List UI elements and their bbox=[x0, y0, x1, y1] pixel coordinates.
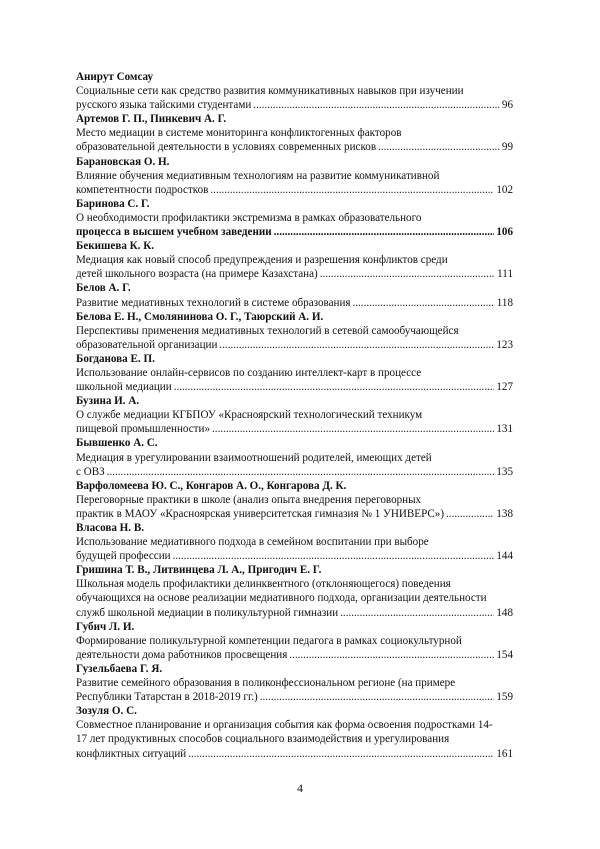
toc-dot-leader bbox=[253, 98, 500, 112]
toc-entry bbox=[76, 479, 513, 521]
toc-entry-last-line bbox=[76, 648, 513, 662]
toc-entry-title-line: Использование медиативного подхода в семейном воспитании при выборе bbox=[76, 536, 429, 549]
toc-entry-author: Бузина И. А. bbox=[76, 395, 140, 408]
toc-entry-last-line bbox=[76, 296, 513, 310]
toc-entry bbox=[76, 112, 513, 154]
toc-entry-author: Белова Е. Н., Смолянинова О. Г., Таюрский А. И. bbox=[76, 310, 324, 323]
toc-entry-title-end: практик в МАОУ «Красноярская университетская гимназия № 1 УНИВЕРС») bbox=[76, 507, 445, 520]
page-number: 4 bbox=[297, 781, 303, 795]
toc-entry-page: 154 bbox=[496, 648, 513, 661]
toc-entry-title-end: школьной медиации bbox=[76, 381, 172, 394]
toc-entry bbox=[76, 563, 513, 619]
toc-entry-author: Бывшенко А. С. bbox=[76, 437, 158, 450]
toc-dot-leader bbox=[173, 549, 495, 563]
toc-entry-last-line bbox=[76, 267, 513, 281]
toc-entry-title-line: Перспективы применения медиативных технологий в сетевой самообучающейся bbox=[76, 324, 459, 337]
toc-entry bbox=[76, 394, 513, 436]
toc-entry-title-line: Место медиации в системе мониторинга конфликтогенных факторов bbox=[76, 127, 402, 140]
toc-entry-title-end: с ОВЗ bbox=[76, 465, 105, 478]
toc-entry-title-end: процесса в высшем учебном заведении bbox=[76, 226, 272, 239]
toc-entry bbox=[76, 155, 513, 197]
toc-entry bbox=[76, 662, 513, 704]
toc-dot-leader bbox=[274, 225, 495, 239]
toc-entry-author: Артемов Г. П., Пинкевич А. Г. bbox=[76, 113, 227, 126]
toc-entry-title-line: Медиация в урегулировании взаимоотношений родителей, имеющих детей bbox=[76, 451, 432, 464]
toc-entry-author: Гришина Т. В., Литвинцева Л. А., Пригодич Е. Г. bbox=[76, 564, 322, 577]
toc-entry bbox=[76, 352, 513, 394]
toc-dot-leader bbox=[107, 465, 495, 479]
toc-entry-title-end: русского языка тайскими студентами bbox=[76, 99, 252, 112]
toc-entry-page: 106 bbox=[496, 226, 513, 239]
toc-entry-author: Баринова С. Г. bbox=[76, 197, 150, 210]
toc-entry-last-line bbox=[76, 380, 513, 394]
toc-entry-last-line bbox=[76, 549, 513, 563]
toc-entry-title-end: пищевой промышленности» bbox=[76, 423, 211, 436]
toc-entry bbox=[76, 521, 513, 563]
toc-entry-title-end: детей школьного возраста (на примере Казахстана) bbox=[76, 268, 318, 281]
toc-entry-title-line: Использование онлайн-сервисов по созданию интеллект-карт в процессе bbox=[76, 366, 422, 379]
toc-entry-author: Зозуля О. С. bbox=[76, 705, 137, 718]
toc-entry-page: 127 bbox=[496, 381, 513, 394]
toc-entry-last-line bbox=[76, 465, 513, 479]
toc-entry-author: Бекишева К. К. bbox=[76, 240, 155, 253]
toc-entry-author: Гузельбаева Г. Я. bbox=[76, 662, 163, 675]
toc-entry-title-line: Влияние обучения медиативным технологиям на развитие коммуникативной bbox=[76, 169, 440, 182]
toc-entry-title-line: О необходимости профилактики экстремизма в рамках образовательного bbox=[76, 211, 422, 224]
toc-entry-title-end: Республики Татарстан в 2018-2019 гг.) bbox=[76, 691, 258, 704]
toc-entry-page: 99 bbox=[501, 141, 513, 154]
toc-entry-title-end: образовательной организации bbox=[76, 338, 218, 351]
toc-entry-author: Белов А. Г. bbox=[76, 282, 131, 295]
toc-entry-title-line: Медиация как новый способ предупреждения и разрешения конфликтов среди bbox=[76, 254, 448, 267]
toc-entry bbox=[76, 704, 513, 760]
toc-dot-leader bbox=[352, 296, 494, 310]
toc-entry-last-line bbox=[76, 690, 513, 704]
toc-dot-leader bbox=[174, 380, 495, 394]
toc-entry bbox=[76, 620, 513, 662]
toc-entry-page: 159 bbox=[496, 691, 513, 704]
toc-entry-title-end: будущей профессии bbox=[76, 550, 171, 563]
toc-entry-title-line: 17 лет продуктивных способов социального взаимодействия и урегулирования bbox=[76, 733, 450, 746]
toc-entry-title-end: деятельности дома работников просвещения bbox=[76, 648, 288, 661]
toc-entry-last-line bbox=[76, 183, 513, 197]
toc-dot-leader bbox=[219, 338, 494, 352]
toc-entry-page: 144 bbox=[496, 550, 513, 563]
toc-entry-title-end: Развитие медиативных технологий в системе образования bbox=[76, 296, 351, 309]
toc-entry-last-line bbox=[76, 422, 513, 436]
toc-entry-title-end: служб школьной медиации в поликультурной гимназии bbox=[76, 606, 339, 619]
toc-entry-title-line: Школьная модель профилактики делинквентного (отклоняющегося) поведения bbox=[76, 578, 451, 591]
toc-entry bbox=[76, 281, 513, 309]
toc-entry-author: Барановская О. Н. bbox=[76, 155, 170, 168]
toc-entry-page: 148 bbox=[496, 606, 513, 619]
toc-dot-leader bbox=[260, 690, 495, 704]
toc-entry-title-line: Развитие семейного образования в поликонфессиональном регионе (на примере bbox=[76, 677, 456, 690]
toc-dot-leader bbox=[188, 747, 494, 761]
toc-entry bbox=[76, 310, 513, 352]
toc-entry-author: Власова Н. В. bbox=[76, 522, 145, 534]
toc-dot-leader bbox=[289, 648, 494, 662]
toc-entry bbox=[76, 70, 513, 112]
toc-entry-title-end: компетентности подростков bbox=[76, 183, 209, 196]
toc-entry-title-line: Формирование поликультурной компетенции педагога в рамках социокультурной bbox=[76, 634, 462, 647]
toc-entry-author: Губич Л. И. bbox=[76, 620, 135, 633]
toc-entry-last-line bbox=[76, 225, 513, 239]
toc-entry-title-line: обучающихся на основе реализации медиативного подхода, организации деятельности bbox=[76, 592, 487, 605]
toc-entry-page: 111 bbox=[497, 268, 513, 281]
toc-entry-last-line bbox=[76, 507, 513, 521]
toc-entry-title-line: О службе медиации КГБПОУ «Красноярский технологический техникум bbox=[76, 409, 423, 422]
toc-entry-last-line bbox=[76, 98, 513, 112]
toc-entry-last-line bbox=[76, 747, 513, 761]
toc-entry-author: Богданова Е. П. bbox=[76, 352, 155, 365]
toc-entry-title-line: Социальные сети как средство развития коммуникативных навыков при изучении bbox=[76, 85, 464, 98]
toc-dot-leader bbox=[378, 140, 500, 154]
toc-entry-last-line bbox=[76, 140, 513, 154]
toc-entry-last-line bbox=[76, 338, 513, 352]
toc-entry bbox=[76, 239, 513, 281]
toc-entry-page: 161 bbox=[496, 747, 513, 760]
toc-entry-title-end: образовательной деятельности в условиях современных рисков bbox=[76, 141, 377, 154]
toc-dot-leader bbox=[210, 183, 494, 197]
toc-dot-leader bbox=[320, 267, 495, 281]
toc-entry-title-end: конфликтных ситуаций bbox=[76, 747, 187, 760]
table-of-contents bbox=[76, 70, 513, 761]
toc-entry-title-line: Переговорные практики в школе (анализ опыта внедрения переговорных bbox=[76, 493, 422, 506]
toc-entry-page: 138 bbox=[496, 507, 513, 520]
toc-entry-page: 135 bbox=[496, 465, 513, 478]
toc-entry-title-line: Совместное планирование и организация события как форма освоения подростками 14- bbox=[76, 719, 493, 732]
toc-dot-leader bbox=[446, 507, 494, 521]
toc-dot-leader bbox=[340, 606, 494, 620]
toc-entry bbox=[76, 436, 513, 478]
toc-entry-page: 131 bbox=[496, 423, 513, 436]
toc-dot-leader bbox=[212, 422, 494, 436]
toc-entry-author: Анирут Сомсау bbox=[76, 71, 154, 83]
toc-entry-page: 96 bbox=[501, 99, 513, 112]
toc-entry-page: 102 bbox=[496, 183, 513, 196]
toc-entry-page: 123 bbox=[496, 338, 513, 351]
toc-entry-author: Варфоломеева Ю. С., Конгаров А. О., Конгарова Д. К. bbox=[76, 479, 347, 492]
toc-entry bbox=[76, 197, 513, 239]
toc-entry-last-line bbox=[76, 606, 513, 620]
toc-entry-page: 118 bbox=[496, 296, 513, 309]
